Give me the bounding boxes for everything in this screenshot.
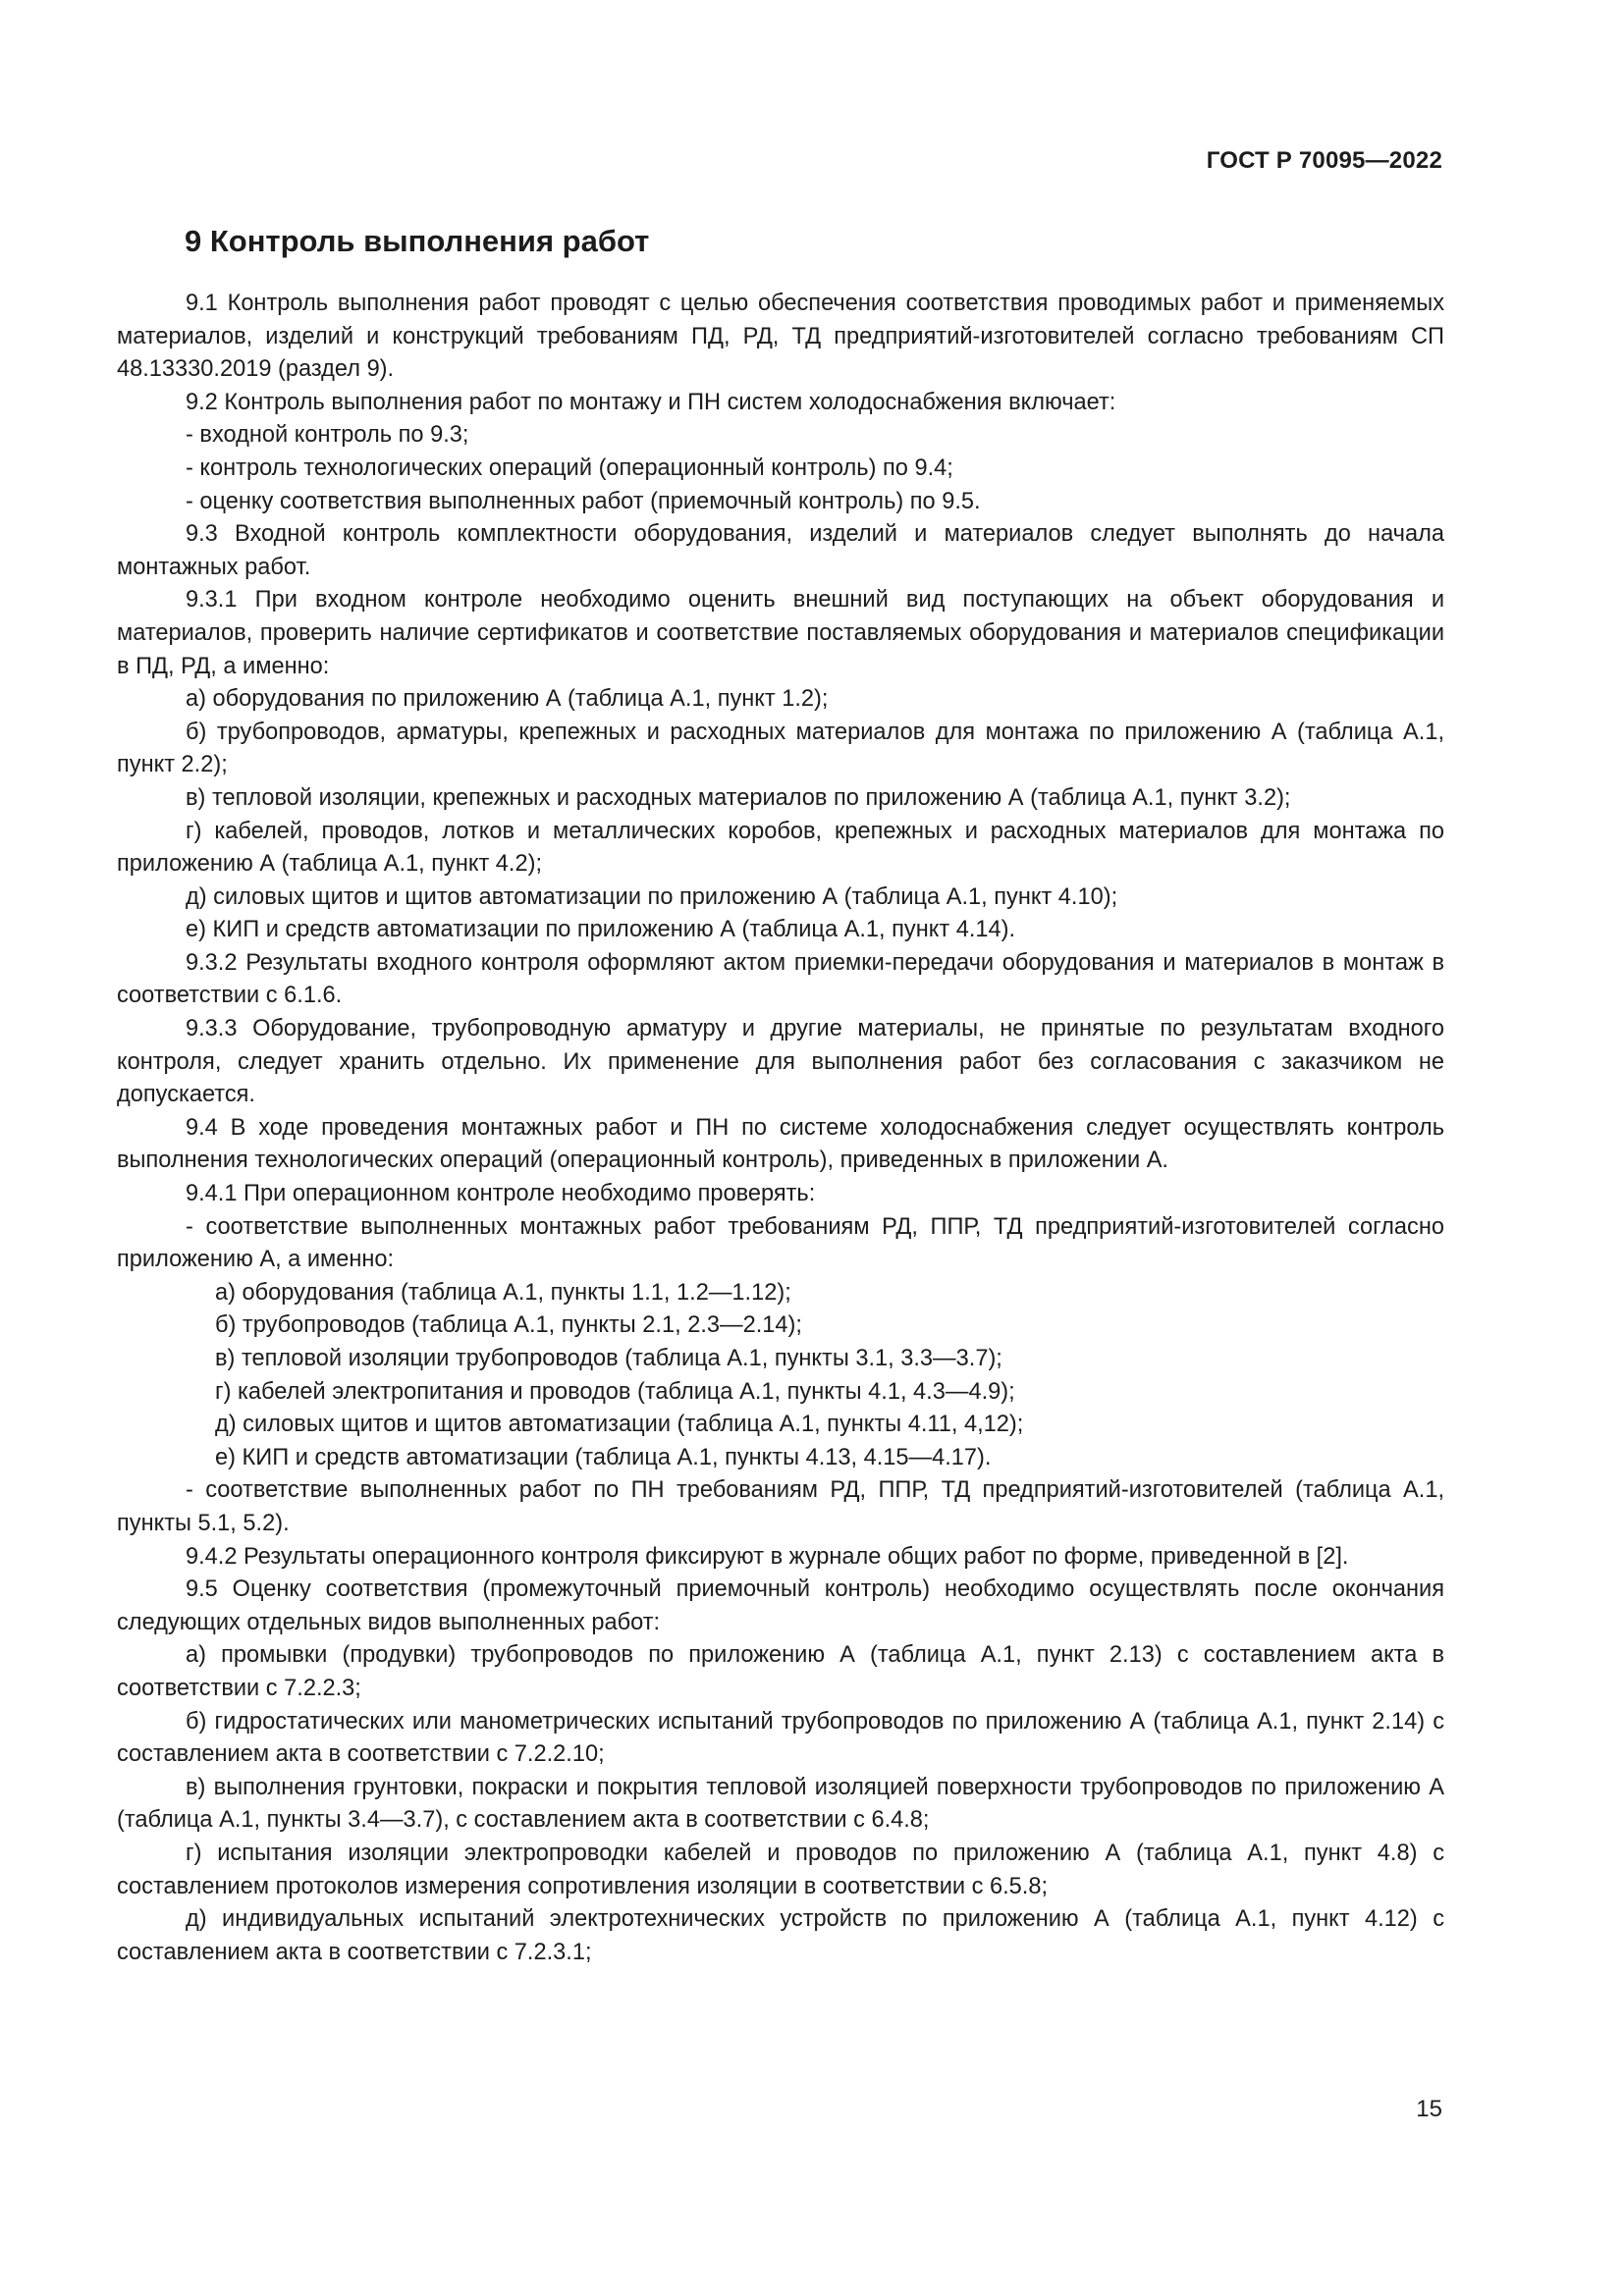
list-item: г) кабелей, проводов, лотков и металлических коробов, крепежных и расходных материалов для монтажа по приложению А (таблица А.1, пункт 4.2); [117,818,1444,878]
list-item: а) оборудования по приложению А (таблица А.1, пункт 1.2); [186,686,829,713]
paragraph: 9.1 Контроль выполнения работ проводят с целью обеспечения соответствия проводимых работ и применяемых материалов, изделий и конструкций требованиям ПД, РД, ТД предприятий-изготовителей согласно требованиям СП 48.13330.2019 (раздел 9). [117,291,1444,383]
paragraph: 9.3 Входной контроль комплектности оборудования, изделий и материалов следует выполнять до начала монтажных работ. [117,521,1444,580]
list-item: - входной контроль по 9.3; [186,422,469,449]
list-item: - контроль технологических операций (операционный контроль) по 9.4; [186,454,953,481]
list-item: б) трубопроводов, арматуры, крепежных и расходных материалов для монтажа по приложению А (таблица А.1, пункт 2.2); [117,719,1444,778]
list-item: а) оборудования (таблица А.1, пункты 1.1, 1.2—1.12); [215,1279,791,1306]
list-item: б) трубопроводов (таблица А.1, пункты 2.1, 2.3—2.14); [215,1312,802,1339]
list-item: в) тепловой изоляции трубопроводов (таблица А.1, пункты 3.1, 3.3—3.7); [215,1346,1002,1371]
list-item: - оценку соответствия выполненных работ (приемочный контроль) по 9.5. [186,488,981,514]
list-item: е) КИП и средств автоматизации (таблица А.1, пункты 4.13, 4.15—4.17). [215,1444,992,1470]
section-title: 9 Контроль выполнения работ [185,224,650,258]
list-item: г) кабелей электропитания и проводов (таблица А.1, пункты 4.1, 4.3—4.9); [215,1378,1015,1405]
paragraph: 9.2 Контроль выполнения работ по монтажу и ПН систем холодоснабжения включает: [186,389,1116,415]
list-item: д) силовых щитов и щитов автоматизации (таблица А.1, пункты 4.11, 4,12); [215,1412,1024,1438]
paragraph: 9.3.1 При входном контроле необходимо оценить внешний вид поступающих на объект оборудования и материалов, проверить наличие сертификатов и соответствие поставляемых оборудования и материалов спецификации в ПД, РД, а именно: [117,587,1444,679]
paragraph: 9.4.1 При операционном контроле необходимо проверять: [186,1181,816,1207]
paragraph: 9.4 В ходе проведения монтажных работ и ПН по системе холодоснабжения следует осуществлять контроль выполнения технологических операций (операционный контроль), приведенных в приложении А. [117,1114,1444,1174]
paragraph: 9.3.3 Оборудование, трубопроводную арматуру и другие материалы, не принятые по результатам входного контроля, следует хранить отдельно. Их применение для выполнения работ без согласования с заказчиком не допускается. [117,1016,1444,1108]
body-text [117,288,1444,1969]
list-item: д) силовых щитов и щитов автоматизации по приложению А (таблица А.1, пункт 4.10); [186,883,1118,910]
list-item: б) гидростатических или манометрических испытаний трубопроводов по приложению А (таблица А.1, пункт 2.14) с составлением акта в соответствии с 7.2.2.10; [117,1708,1444,1768]
document-code: ГОСТ Р 70095—2022 [1206,147,1442,174]
list-item: д) индивидуальных испытаний электротехнических устройств по приложению А (таблица А.1, пункт 4.12) с составлением акта в соответствии с 7.2.3.1; [117,1906,1444,1965]
paragraph: 9.3.2 Результаты входного контроля оформляют актом приемки-передачи оборудования и материалов в монтаж в соответствии с 6.1.6. [117,949,1444,1009]
list-item: г) испытания изоляции электропроводки кабелей и проводов по приложению А (таблица А.1, пункт 4.8) с составлением протоколов измерения сопротивления изоляции в соответствии с 6.5.8; [117,1840,1444,1899]
paragraph: 9.5 Оценку соответствия (промежуточный приемочный контроль) необходимо осуществлять после окончания следующих отдельных видов выполненных работ: [117,1576,1444,1635]
list-item: - соответствие выполненных работ по ПН требованиям РД, ППР, ТД предприятий-изготовителей (таблица А.1, пункты 5.1, 5.2). [117,1477,1444,1536]
list-item: в) выполнения грунтовки, покраски и покрытия тепловой изоляцией поверхности трубопроводов по приложению А (таблица А.1, пункты 3.4—3.7), с составлением акта в соответствии с 6.4.8; [117,1774,1444,1834]
page-number: 15 [1416,2096,1442,2122]
paragraph: 9.4.2 Результаты операционного контроля фиксируют в журнале общих работ по форме, приведенной в [2]. [186,1543,1349,1570]
list-item: в) тепловой изоляции, крепежных и расходных материалов по приложению А (таблица А.1, пункт 3.2); [186,784,1291,811]
list-item: е) КИП и средств автоматизации по приложению А (таблица А.1, пункт 4.14). [186,917,1016,943]
list-item: - соответствие выполненных монтажных работ требованиям РД, ППР, ТД предприятий-изготовителей согласно приложению А, а именно: [117,1213,1444,1273]
list-item: а) промывки (продувки) трубопроводов по приложению А (таблица А.1, пункт 2.13) с составлением акта в соответствии с 7.2.2.3; [117,1642,1444,1701]
